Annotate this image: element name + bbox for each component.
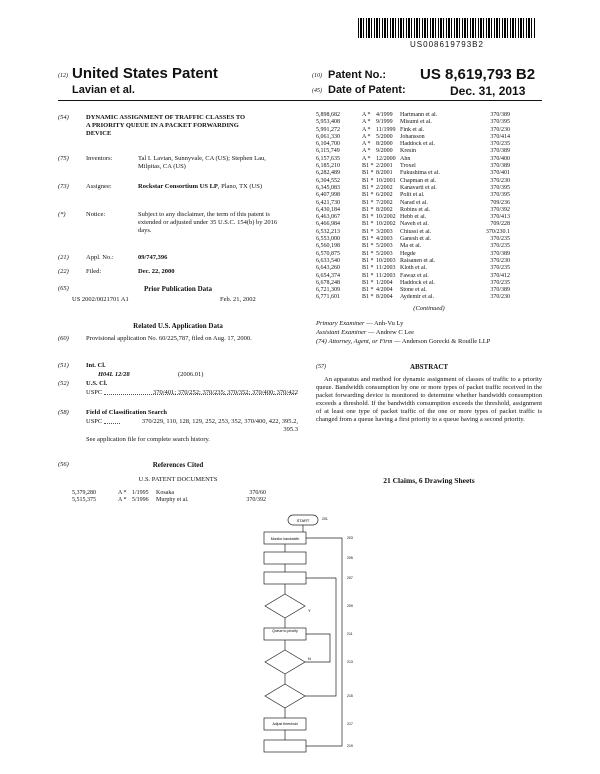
uspc-value: 370/401; 370/252; 370/235; 370/352; 370/400; 370/422 [153, 389, 298, 396]
ref-kind: B1 * [362, 184, 374, 191]
reference-row [316, 163, 542, 170]
code: (74) [316, 338, 327, 345]
figure-ref-number: 217 [347, 722, 353, 726]
code: (52) [58, 380, 69, 387]
ref-num: 6,560,198 [316, 243, 340, 250]
right-references [316, 112, 542, 302]
ref-num: 6,466,984 [316, 221, 340, 228]
ref-kind: A * [118, 497, 127, 504]
ref-num: 5,953,408 [316, 119, 340, 126]
prior-heading: Prior Publication Data [144, 285, 212, 293]
ref-name: Fukushima et al. [400, 170, 440, 177]
ref-kind: B1 * [362, 294, 374, 301]
decision-diamond [265, 684, 305, 708]
label: Appl. No.: [86, 254, 114, 261]
reference-row [316, 200, 542, 207]
reference-row [316, 214, 542, 221]
primary-label: Primary Examiner [316, 320, 365, 327]
ref-date: 10/2003 [376, 257, 396, 264]
ref-cls: 370/235 [490, 243, 510, 250]
search-uspc-label: USPC [86, 418, 103, 425]
ref-name: Aydemir et al. [400, 294, 434, 301]
ref-num: 6,104,700 [316, 141, 340, 148]
reference-row [316, 112, 542, 119]
ref-name: Troxel [400, 163, 416, 170]
label: U.S. Cl. [86, 380, 108, 387]
ref-name: Fawaz et al. [400, 272, 429, 279]
ref-num: 6,185,210 [316, 163, 340, 170]
ref-kind: B1 * [362, 272, 374, 279]
ref-cls: 370/230.1 [485, 228, 510, 235]
ref-num: 5,515,375 [72, 497, 96, 504]
ref-num: 6,643,260 [316, 265, 340, 272]
notice-text: Subject to any disclaimer, the term of this patent is extended or adjusted under 35 U.S.C. 154(b) by 2016 days. [138, 211, 278, 234]
ref-kind: A * [362, 119, 371, 126]
reference-row [316, 251, 542, 258]
reference-row [316, 134, 542, 141]
reference-row [316, 185, 542, 192]
ref-num: 6,407,998 [316, 192, 340, 199]
figure-ref-number: 201 [322, 517, 328, 521]
code: (21) [58, 254, 69, 261]
ref-num: 6,157,635 [316, 155, 340, 162]
inventors-text: Tal I. Lavian, Sunnyvale, CA (US); Stephen Lau, Milpitas, CA (US) [138, 155, 266, 170]
attorney-label: Attorney, Agent, or Firm [328, 338, 393, 345]
ref-num: 6,721,309 [316, 287, 340, 294]
ref-name: Johansson [400, 133, 425, 140]
title-text: DYNAMIC ASSIGNMENT OF TRAFFIC CLASSES TO A PRIORITY QUEUE IN A PACKET FORWARDING DEVICE [86, 114, 246, 137]
ref-kind: A * [362, 141, 371, 148]
reference-row [316, 192, 542, 199]
ref-date: 12/2000 [376, 155, 396, 162]
reference-row [316, 178, 542, 185]
ref-kind: A * [362, 133, 371, 140]
patent-no-label: Patent No.: [328, 69, 387, 81]
refs-heading: References Cited [152, 461, 204, 469]
ref-name: Hebb et al. [400, 214, 427, 221]
ref-num: 6,771,601 [316, 294, 340, 301]
ref-num: 6,570,875 [316, 250, 340, 257]
start-label: START [296, 518, 310, 523]
us-docs-heading: U.S. PATENT DOCUMENTS [138, 476, 218, 483]
ref-cls: 370/401 [490, 170, 510, 177]
figure-ref-number: 205 [347, 556, 353, 560]
assistant-examiner [316, 329, 542, 337]
ref-num: 6,463,067 [316, 214, 340, 221]
reference-row [316, 229, 542, 236]
ref-kind: A * [362, 112, 371, 118]
uspc-label: USPC [86, 389, 103, 396]
ref-date: 10/2002 [376, 221, 396, 228]
left-references [72, 490, 298, 505]
claims-count: 21 Claims, 6 Drawing Sheets [383, 476, 475, 485]
ref-date: 8/2004 [376, 294, 393, 301]
search-value: 370/229, 110, 128, 129, 252, 253, 352, 370/400, 422, 395.2, 395.3 [141, 418, 298, 433]
ref-date: 9/2000 [376, 148, 393, 155]
intcl-class: H04L 12/28 [98, 371, 130, 378]
ref-cls: 370/414 [490, 133, 510, 140]
primary-name: — Anh-Vu Ly [366, 320, 404, 327]
ref-kind: A * [362, 126, 371, 133]
box-label: Queue to priority [272, 629, 298, 633]
flow-box [264, 740, 306, 752]
prior-pub: US 2002/0021701 A1 [72, 296, 129, 303]
reference-row [316, 207, 542, 214]
ref-date: 10/2001 [376, 177, 396, 184]
ref-kind: B1 * [362, 228, 374, 235]
reference-row [316, 287, 542, 294]
ref-date: 3/2003 [376, 228, 393, 235]
figure-ref-number: 215 [347, 694, 353, 698]
ref-name: Robins et al. [400, 206, 431, 213]
reference-row [316, 236, 542, 243]
reference-row [316, 148, 542, 155]
ref-kind: B1 * [362, 250, 374, 257]
label: Inventors: [86, 155, 113, 162]
flow-box [264, 552, 306, 564]
ref-cls: 370/230 [490, 257, 510, 264]
ref-date: 5/2003 [376, 243, 393, 250]
ref-date: 10/2002 [376, 214, 396, 221]
ref-name: Naveh et al. [400, 221, 429, 228]
figure-ref-number: 203 [347, 536, 353, 540]
code: (75) [58, 155, 69, 162]
ref-cls: 370/389 [490, 250, 510, 257]
ref-date: 8/2001 [376, 170, 393, 177]
ref-kind: B1 * [362, 192, 374, 199]
ref-date: 7/2002 [376, 199, 393, 206]
code: (65) [58, 285, 69, 292]
code: (51) [58, 362, 69, 369]
ref-num: 6,304,552 [316, 177, 340, 184]
ref-name: Misumi et al. [400, 119, 432, 126]
ref-cls: 370/389 [490, 112, 510, 118]
ref-num: 6,282,489 [316, 170, 340, 177]
flow-box [264, 572, 306, 584]
ref-num: 6,532,213 [316, 228, 340, 235]
ref-date: 9/1999 [376, 119, 393, 126]
prior-date: Feb. 21, 2002 [220, 296, 256, 303]
ref-name: Chapman et al. [400, 177, 437, 184]
ref-cls: 370/389 [490, 148, 510, 155]
ref-cls: 370/235 [490, 265, 510, 272]
ref-cls: 370/389 [490, 163, 510, 170]
ref-cls: 370/230 [490, 294, 510, 301]
ref-cls: 370/230 [490, 126, 510, 133]
ref-cls: 370/392 [490, 206, 510, 213]
field-inventors [58, 155, 358, 173]
attorney-name: — Anderson Gorecki & Rouille LLP [394, 338, 491, 345]
ref-kind: B1 * [362, 236, 374, 243]
ref-name: Fink et al. [400, 126, 425, 133]
code-45: (45) [312, 88, 322, 94]
ref-date: 1/2004 [376, 279, 393, 286]
ref-name: Kloth et al. [400, 265, 427, 272]
ref-kind: B1 * [362, 206, 374, 213]
ref-cls: 370/395 [490, 192, 510, 199]
ref-num: 6,115,749 [316, 148, 340, 155]
field-provisional [58, 335, 358, 353]
code-10: (10) [312, 73, 322, 79]
ref-cls: 370/392 [246, 497, 266, 504]
ref-name: Haddock et al. [400, 279, 435, 286]
ref-date: 4/2004 [376, 287, 393, 294]
barcode [358, 18, 536, 38]
field-notice [58, 211, 358, 245]
label: Notice: [86, 211, 106, 218]
ref-date: 2/2002 [376, 184, 393, 191]
ref-name: Chiussi et al. [400, 228, 432, 235]
attorney [316, 338, 542, 346]
label: Assignee: [86, 183, 112, 190]
ref-kind: A * [362, 148, 371, 155]
ref-num: 6,430,184 [316, 206, 340, 213]
header-rule [58, 100, 542, 101]
ref-num: 6,061,330 [316, 133, 340, 140]
figure-ref-number: 209 [347, 604, 353, 608]
code: (60) [58, 335, 69, 342]
reference-row [316, 280, 542, 287]
ref-name: Haddock et al. [400, 141, 435, 148]
assignee-name: Rockstar Consortium US LP [138, 183, 218, 190]
label: Int. Cl. [86, 362, 106, 369]
reference-row [316, 127, 542, 134]
patent-date: Dec. 31, 2013 [450, 84, 526, 98]
ref-cls: 370/412 [490, 272, 510, 279]
ref-num: 5,898,682 [316, 112, 340, 118]
ref-date: 11/2003 [376, 272, 396, 279]
ref-kind: B1 * [362, 243, 374, 250]
ref-kind: B1 * [362, 177, 374, 184]
ref-num: 6,421,730 [316, 199, 340, 206]
code: (56) [58, 461, 69, 468]
abstract-code: (57) [316, 364, 326, 370]
figure-ref-number: 219 [347, 744, 353, 748]
ref-name: Kosaka [156, 490, 174, 496]
ref-cls: 709/228 [490, 221, 510, 228]
ref-cls: 370/230 [490, 177, 510, 184]
country-title: United States Patent [72, 65, 218, 82]
ref-date: 8/2000 [376, 141, 393, 148]
ref-kind: B1 * [362, 199, 374, 206]
ref-cls: 370/400 [490, 155, 510, 162]
reference-row [316, 265, 542, 272]
code-12: (12) [58, 73, 68, 79]
abstract-heading: ABSTRACT [409, 363, 449, 371]
doc-number: US008619793B2 [410, 40, 484, 49]
primary-examiner [316, 320, 542, 328]
ref-name: Ahn [400, 155, 411, 162]
ref-cls: 370/389 [490, 287, 510, 294]
ref-name: Stone et al. [400, 287, 427, 294]
appl-no: 09/747,396 [138, 254, 168, 261]
assistant-label: Assistant Examiner [316, 329, 367, 336]
reference-row [316, 119, 542, 126]
ref-name: Ganesh et al. [400, 236, 432, 243]
field-appl [58, 254, 358, 264]
field-title [58, 114, 298, 140]
box-label: Adjust threshold [272, 722, 298, 726]
ref-date: 11/1999 [376, 126, 396, 133]
code: (22) [58, 268, 69, 275]
ref-cls: 370/413 [490, 214, 510, 221]
ref-kind: A * [362, 155, 371, 162]
ref-num: 5,379,280 [72, 490, 96, 496]
ref-name: Raisanen et al. [400, 257, 436, 264]
code: (*) [58, 211, 66, 218]
ref-num: 5,991,272 [316, 126, 340, 133]
ref-kind: B1 * [362, 163, 374, 170]
ref-name: Kanavarti et al. [400, 184, 437, 191]
ref-cls: 370/235 [490, 236, 510, 243]
ref-date: 6/2002 [376, 192, 393, 199]
ref-kind: B1 * [362, 265, 374, 272]
ref-kind: B1 * [362, 257, 374, 264]
ref-num: 6,553,000 [316, 236, 340, 243]
ref-kind: B1 * [362, 279, 374, 286]
code: (73) [58, 183, 69, 190]
ref-cls: 370/395 [490, 119, 510, 126]
code: (58) [58, 409, 69, 416]
ref-num: 6,654,374 [316, 272, 340, 279]
ref-name: Ma et al. [400, 243, 422, 250]
ref-date: 11/2003 [376, 265, 396, 272]
ref-kind: B1 * [362, 214, 374, 221]
representative-drawing [250, 512, 360, 764]
reference-row [316, 258, 542, 265]
ref-date: 4/2003 [376, 236, 393, 243]
inventor-short: Lavian et al. [72, 84, 135, 96]
ref-date: 1/1995 [132, 490, 149, 496]
ref-name: Hartmann et al. [400, 112, 438, 118]
label: Field of Classification Search [86, 409, 167, 416]
code: (54) [58, 114, 69, 121]
ref-date: 8/2002 [376, 206, 393, 213]
decision-diamond [265, 594, 305, 618]
ref-name: Narad et al. [400, 199, 428, 206]
branch-label: N [308, 656, 311, 661]
reference-row [316, 221, 542, 228]
ref-name: Murphy et al. [156, 497, 189, 504]
ref-num: 6,678,248 [316, 279, 340, 286]
ref-date: 2/2001 [376, 163, 393, 170]
ref-date: 5/2003 [376, 250, 393, 257]
ref-cls: 370/235 [490, 141, 510, 148]
reference-row [316, 170, 542, 177]
ref-kind: A * [118, 490, 127, 496]
abstract-text: An apparatus and method for dynamic assignment of classes of traffic to a priority queue. Bandwidth consumption by one or more types of packet traffic received in the packet forwarding device is monitored to determine whether bandwidth consumption exceeds a threshold. If the bandwidth consumption exceeds the threshold, assignment of at least one type of packet traffic of the one or more types of packet traffic is changed from a queue having a first priority to a queue having a second priority. [316, 376, 542, 423]
ref-kind: B1 * [362, 170, 374, 177]
ref-num: 6,345,083 [316, 184, 340, 191]
reference-row [72, 497, 298, 504]
ref-name: Hegde [400, 250, 416, 257]
field-assignee [58, 183, 358, 201]
reference-row [72, 490, 298, 497]
reference-row [316, 156, 542, 163]
branch-label: Y [308, 608, 311, 613]
reference-row [316, 294, 542, 301]
field-filed [58, 268, 358, 278]
patent-no: US 8,619,793 B2 [420, 66, 536, 83]
ref-cls: 370/235 [490, 279, 510, 286]
ref-cls: 370/60 [249, 490, 266, 496]
ref-date: 5/2000 [376, 133, 393, 140]
label: Filed: [86, 268, 102, 275]
see-application: See application file for complete search history. [86, 436, 210, 443]
continued: (Continued) [413, 305, 445, 312]
ref-cls: 370/395 [490, 184, 510, 191]
assignee-loc: , Plano, TX (US) [217, 183, 262, 190]
figure-ref-number: 207 [347, 576, 353, 580]
ref-date: 4/1999 [376, 112, 393, 118]
ref-name: Kresin [400, 148, 416, 155]
ref-num: 6,633,540 [316, 257, 340, 264]
ref-cls: 709/236 [490, 199, 510, 206]
ref-kind: B1 * [362, 287, 374, 294]
ref-kind: B1 * [362, 221, 374, 228]
figure-ref-number: 213 [347, 660, 353, 664]
related-heading: Related U.S. Application Data [133, 322, 223, 330]
assistant-name: — Andrew C Lee [368, 329, 415, 336]
ref-name: Polit et al. [400, 192, 425, 199]
provisional-text: Provisional application No. 60/225,787, filed on Aug. 17, 2000. [86, 335, 252, 342]
ref-date: 5/1996 [132, 497, 149, 504]
decision-diamond [265, 650, 305, 674]
date-label: Date of Patent: [328, 84, 406, 96]
filed-date: Dec. 22, 2000 [138, 268, 175, 275]
reference-row [316, 273, 542, 280]
reference-row [316, 243, 542, 250]
box-label: Monitor bandwidth [270, 537, 300, 541]
figure-ref-number: 211 [347, 632, 353, 636]
intcl-year: (2006.01) [178, 371, 204, 378]
reference-row [316, 141, 542, 148]
